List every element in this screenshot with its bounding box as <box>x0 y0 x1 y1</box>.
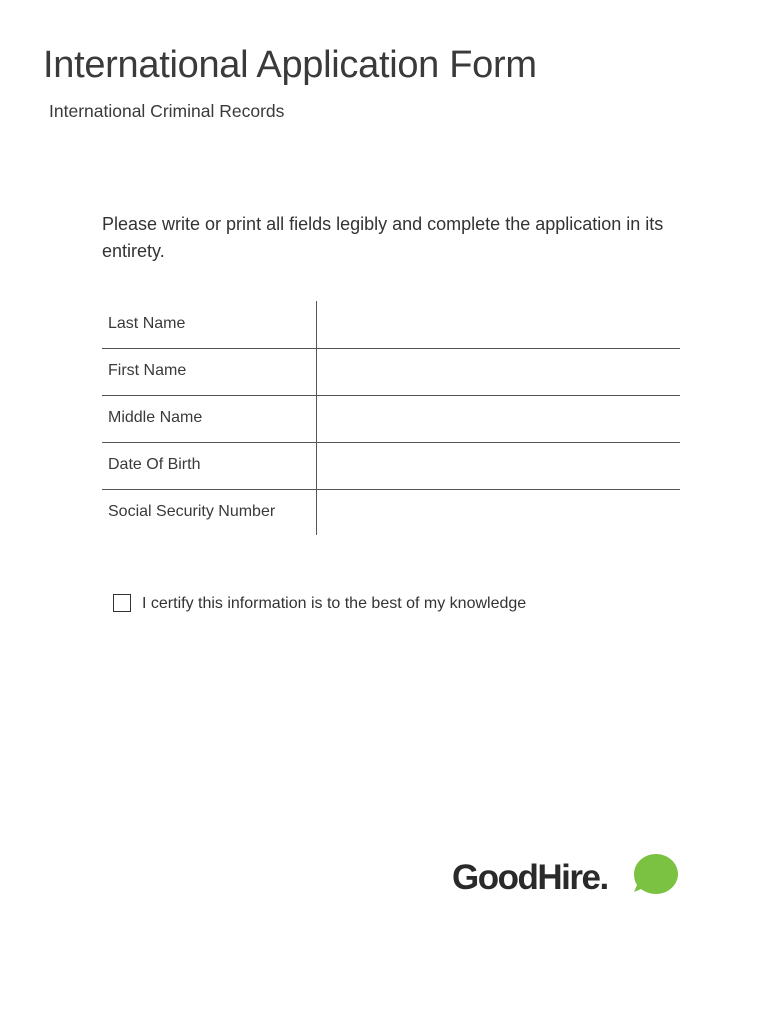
date-of-birth-field[interactable] <box>318 442 680 488</box>
middle-name-label: Middle Name <box>108 409 203 426</box>
form-row-last-name <box>102 301 680 349</box>
first-name-label: First Name <box>108 362 187 379</box>
form-row-first-name <box>102 348 680 396</box>
speech-bubble-icon <box>632 852 680 896</box>
page-title: International Application Form <box>43 44 537 86</box>
instructions-text: Please write or print all fields legibly and complete the application in its entirety. <box>102 214 664 261</box>
ssn-field[interactable] <box>318 489 680 535</box>
page-subtitle: International Criminal Records <box>49 101 285 121</box>
form-row-date-of-birth <box>102 442 680 490</box>
form-row-ssn <box>102 489 680 536</box>
certify-checkbox[interactable] <box>113 594 131 612</box>
column-divider <box>316 301 317 535</box>
date-of-birth-label: Date Of Birth <box>108 456 201 473</box>
first-name-field[interactable] <box>318 348 680 394</box>
goodhire-logo <box>452 852 682 898</box>
certify-label: I certify this information is to the best of my knowledge <box>142 595 527 612</box>
middle-name-field[interactable] <box>318 395 680 441</box>
ssn-label: Social Security Number <box>108 503 276 520</box>
last-name-field[interactable] <box>318 301 680 347</box>
last-name-label: Last Name <box>108 315 186 332</box>
logo-wordmark: GoodHire. <box>452 858 608 897</box>
form-row-middle-name <box>102 395 680 443</box>
applicant-form-table <box>102 301 680 535</box>
